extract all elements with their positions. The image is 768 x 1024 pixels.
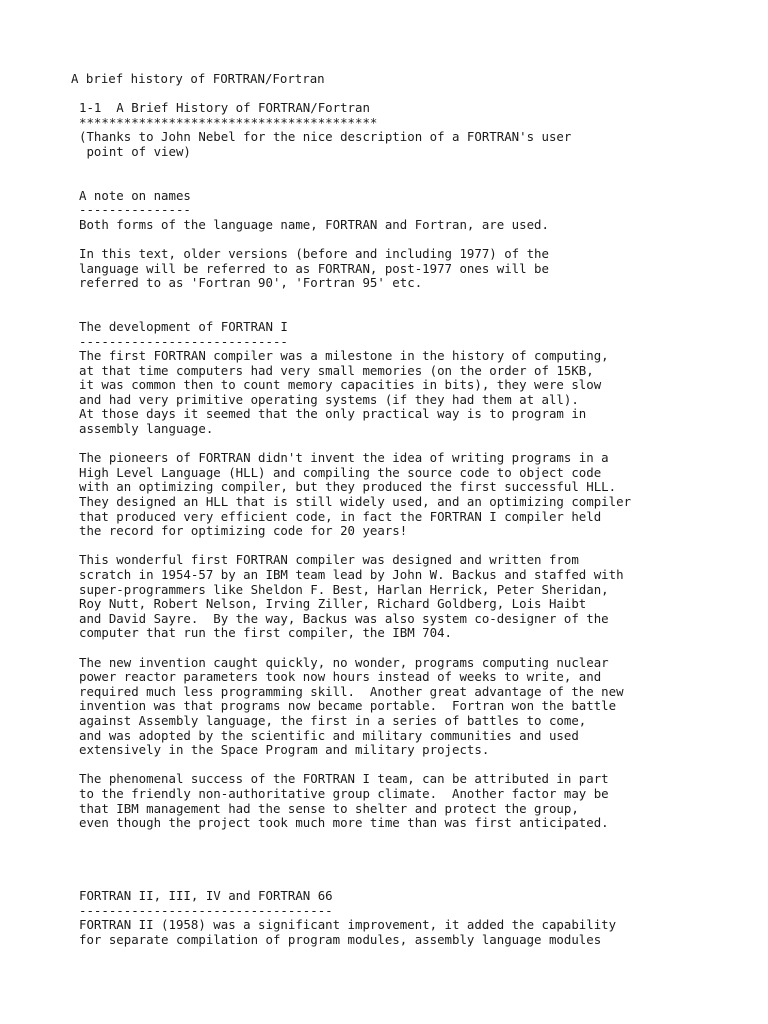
text-line [79, 437, 631, 452]
text-line: At those days it seemed that the only practical way is to program in [79, 406, 587, 422]
text-line: assembly language. [79, 421, 214, 437]
text-line: (Thanks to John Nebel for the nice description of a FORTRAN's user [79, 129, 572, 145]
text-line: to the friendly non-authoritative group climate. Another factor may be [79, 785, 609, 801]
text-line: language will be referred to as FORTRAN, post-1977 ones will be [79, 260, 549, 276]
text-line: In this text, older versions (before and including 1977) of the [79, 245, 549, 261]
text-line: power reactor parameters took now hours instead of weeks to write, and [79, 669, 602, 685]
text-line: scratch in 1954-57 by an IBM team lead by John W. Backus and staffed with [79, 567, 624, 582]
text-line [79, 641, 631, 656]
text-line: ---------------------------- [79, 333, 288, 349]
text-line: The new invention caught quickly, no wonder, programs computing nuclear [79, 654, 609, 670]
text-line: invention was that programs now became portable. Fortran won the battle [79, 698, 617, 714]
text-line: 1-1 A Brief History of FORTRAN/Fortran [79, 100, 370, 115]
text-line: even though the project took much more time than was first anticipated. [79, 815, 609, 831]
text-line: The first FORTRAN compiler was a milestone in the history of computing, [79, 348, 609, 364]
text-line: The phenomenal success of the FORTRAN I team, can be attributed in part [79, 771, 609, 787]
text-line [79, 539, 631, 554]
text-line: and had very primitive operating systems (if they had them at all). [79, 391, 579, 407]
text-line: High Level Language (HLL) and compiling the source code to object code [79, 464, 602, 480]
text-line: --------------- [79, 202, 191, 218]
text-line: The pioneers of FORTRAN didn't invent the idea of writing programs in a [79, 450, 609, 466]
text-line [79, 758, 631, 773]
text-line: the record for optimizing code for 20 years! [79, 523, 408, 539]
text-line: Roy Nutt, Robert Nelson, Irving Ziller, Richard Goldberg, Lois Haibt [79, 596, 587, 612]
document-body [79, 101, 631, 947]
text-line: FORTRAN II, III, IV and FORTRAN 66 [79, 888, 333, 904]
text-line: with an optimizing compiler, but they produced the first successful HLL. [79, 479, 617, 495]
text-line [79, 159, 631, 174]
text-line: FORTRAN II (1958) was a significant improvement, it added the capability [79, 917, 617, 933]
text-line [79, 831, 631, 846]
text-line: computer that run the first compiler, the IBM 704. [79, 625, 452, 641]
text-line: Both forms of the language name, FORTRAN and Fortran, are used. [79, 216, 549, 232]
text-line [79, 232, 631, 247]
text-line [79, 174, 631, 189]
text-line: that IBM management had the sense to shelter and protect the group, [79, 800, 579, 816]
text-line: ---------------------------------- [79, 902, 333, 918]
text-line: that produced very efficient code, in fact the FORTRAN I compiler held [79, 508, 602, 524]
document-title: A brief history of FORTRAN/Fortran [71, 71, 325, 86]
text-line: A note on names [79, 187, 191, 203]
text-line: required much less programming skill. Another great advantage of the new [79, 683, 624, 699]
text-line [79, 874, 631, 889]
text-line: against Assembly language, the first in a series of battles to come, [79, 712, 587, 728]
text-line [79, 860, 631, 875]
text-line: at that time computers had very small memories (on the order of 15KB, [79, 362, 594, 378]
text-line: referred to as 'Fortran 90', 'Fortran 95' etc. [79, 275, 423, 291]
text-line: This wonderful first FORTRAN compiler was designed and written from [79, 552, 579, 568]
text-line: for separate compilation of program modules, assembly language modules [79, 931, 602, 947]
text-line: They designed an HLL that is still widely used, and an optimizing compiler [79, 494, 632, 510]
text-line: super-programmers like Sheldon F. Best, Harlan Herrick, Peter Sheridan, [79, 581, 609, 597]
text-line [79, 845, 631, 860]
text-line: it was common then to count memory capacities in bits), they were slow [79, 377, 602, 393]
text-line [79, 291, 631, 306]
text-line: and was adopted by the scientific and military communities and used [79, 727, 579, 743]
text-line: The development of FORTRAN I [79, 318, 288, 334]
text-line: and David Sayre. By the way, Backus was also system co-designer of the [79, 610, 609, 626]
text-line: **************************************** [79, 114, 378, 130]
text-line: point of view) [79, 143, 191, 159]
text-line: extensively in the Space Program and military projects. [79, 742, 490, 758]
text-line [79, 305, 631, 320]
